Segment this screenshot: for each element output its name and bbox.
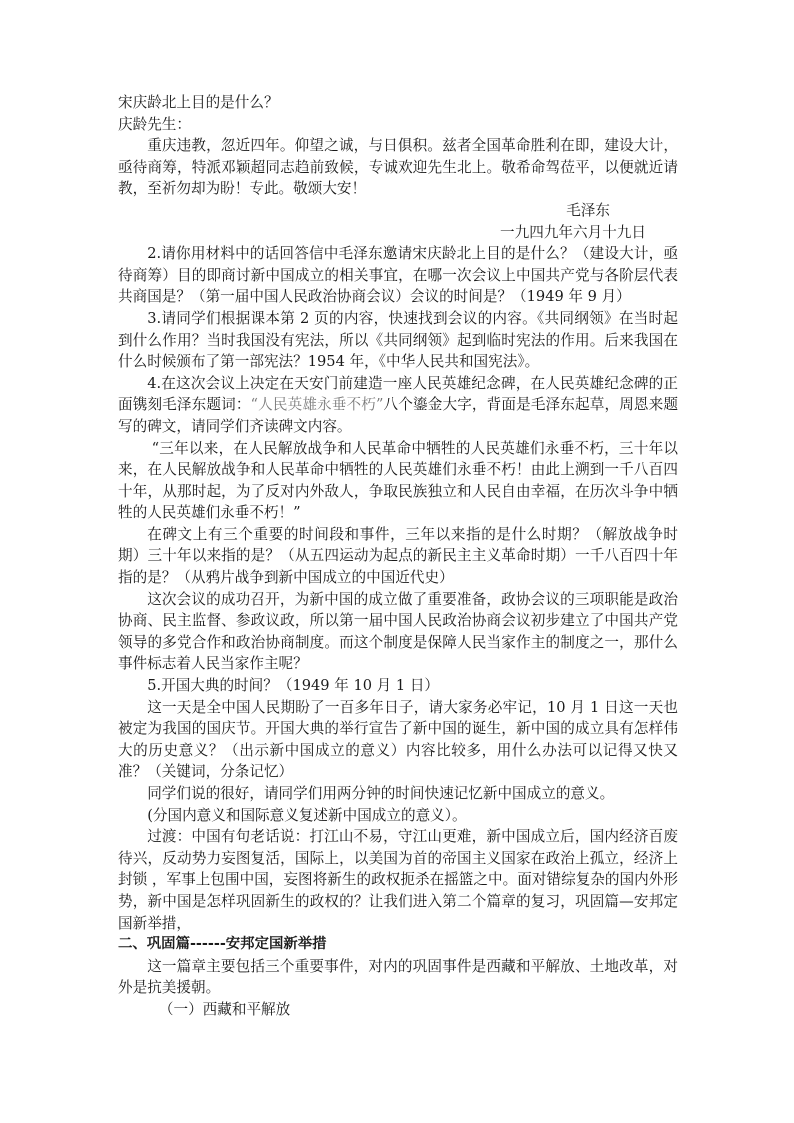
question-line: 宋庆龄北上目的是什么？ [118,94,279,111]
letter-date: 一九四九年六月十九日 [500,223,646,241]
letter-signature: 毛泽东 [566,201,610,219]
monument-inscription: “三年以来，在人民解放战争和人民革命中牺牲的人民英雄们永垂不朽，三十年以来，在人民解放战争和人民革命中牺牲的人民英雄们永垂不朽！由此上溯到一千八百四十年，从那时起，为了反对内外敌人，争取民族独立和人民自由幸福，在历次斗争中牺牲的人民英雄们永垂不朽！” [118,439,678,522]
paragraph-time-periods: 在碑文上有三个重要的时间段和事件，三年以来指的是什么时期？（解放战争时期）三十年以来指的是？（从五四运动为起点的新民主主义革命时期）一千八百四十年指的是？（从鸦片战争到新中国成立的中国近代史） [118,525,678,587]
paragraph-question-2: 2.请你用材料中的话回答信中毛泽东邀请宋庆龄北上目的是什么？（建设大计，亟待商筹）目的即商讨新中国成立的相关事宜，在哪一次会议上中国共产党与各阶层代表共商国是？（第一届中国人民政治协商会议）会议的时间是？（1949 年 9 月） [118,245,678,306]
paragraph-founding-day: 这一天是全中国人民期盼了一百多年日子，请大家务必牢记，10 月 1 日这一天也被定为我国的国庆节。开国大典的举行宣告了新中国的诞生，新中国的成立具有怎样伟大的历史意义？（出示新中国成立的意义）内容比较多，用什么办法可以记得又快又准？（关键词，分条记忆） [118,698,678,781]
paragraph-section-overview: 这一篇章主要包括三个重要事件，对内的巩固事件是西藏和平解放、土地改革，对外是抗美援朝。 [118,957,678,997]
paragraph-question-4 [118,373,678,438]
document-page [118,92,678,1021]
question-4-text-b: 八个鎏金大字，背面是毛泽东起草，周恩来题写的碑文，请同学们齐读碑文内容。 [118,396,678,435]
paragraph-question-3: 3.请同学们根据课本第 2 页的内容，快速找到会议的内容。《共同纲领》在当时起到什么作用？当时我国没有宪法，所以《共同纲领》起到临时宪法的作用。后来我国在什么时候颁布了第一部宪法？1954 年，《中华人民共和国宪法》。 [118,309,678,371]
section-heading-2: 二、巩固篇------安邦定国新举措 [118,936,327,953]
paragraph-question-5: 5.开国大典的时间？（1949 年 10 月 1 日） [147,677,440,695]
inscription-quote: “人民英雄永垂不朽” [250,396,384,414]
paragraph-transition: 过渡：中国有句老话说：打江山不易，守江山更难，新中国成立后，国内经济百废待兴，反动势力妄图复活，国际上，以美国为首的帝国主义国家在政治上孤立，经济上封锁 ，军事上包围中国，妄图将新生的政权扼杀在摇篮之中。面对错综复杂的国内外形势，新中国是怎样巩固新生的政权的？让我们进入第二个篇章的复习，巩固篇—安邦定国新举措， [118,828,678,932]
paragraph-cppcc: 这次会议的成功召开，为新中国的成立做了重要准备，政协会议的三项职能是政治协商、民主监督、参政议政，所以第一届中国人民政治协商会议初步建立了中国共产党领导的多党合作和政治协商制度。而这个制度是保障人民当家作主的制度之一，那什么事件标志着人民当家作主呢？ [118,590,678,673]
paragraph-memorize: 同学们说的很好，请同学们用两分钟的时间快速记忆新中国成立的意义。 [147,785,615,802]
letter-salutation: 庆龄先生： [118,115,191,133]
letter-body: 重庆违教，忽近四年。仰望之诚，与日俱积。兹者全国革命胜利在即，建设大计，亟待商筹，特派邓颖超同志趋前致候，专诚欢迎先生北上。敬希命驾莅平，以便就近请教，至祈勿却为盼！专此。敬颂大安！ [118,137,678,198]
paragraph-retell: (分国内意义和国际意义复述新中国成立的意义）。 [147,806,467,824]
sub-heading-tibet: （一）西藏和平解放 [158,1000,291,1018]
question-4-text-a: 4.在这次会议上决定在天安门前建造一座人民英雄纪念碑，在人民英雄纪念碑的正面镌刻毛泽东题词： [118,374,678,414]
